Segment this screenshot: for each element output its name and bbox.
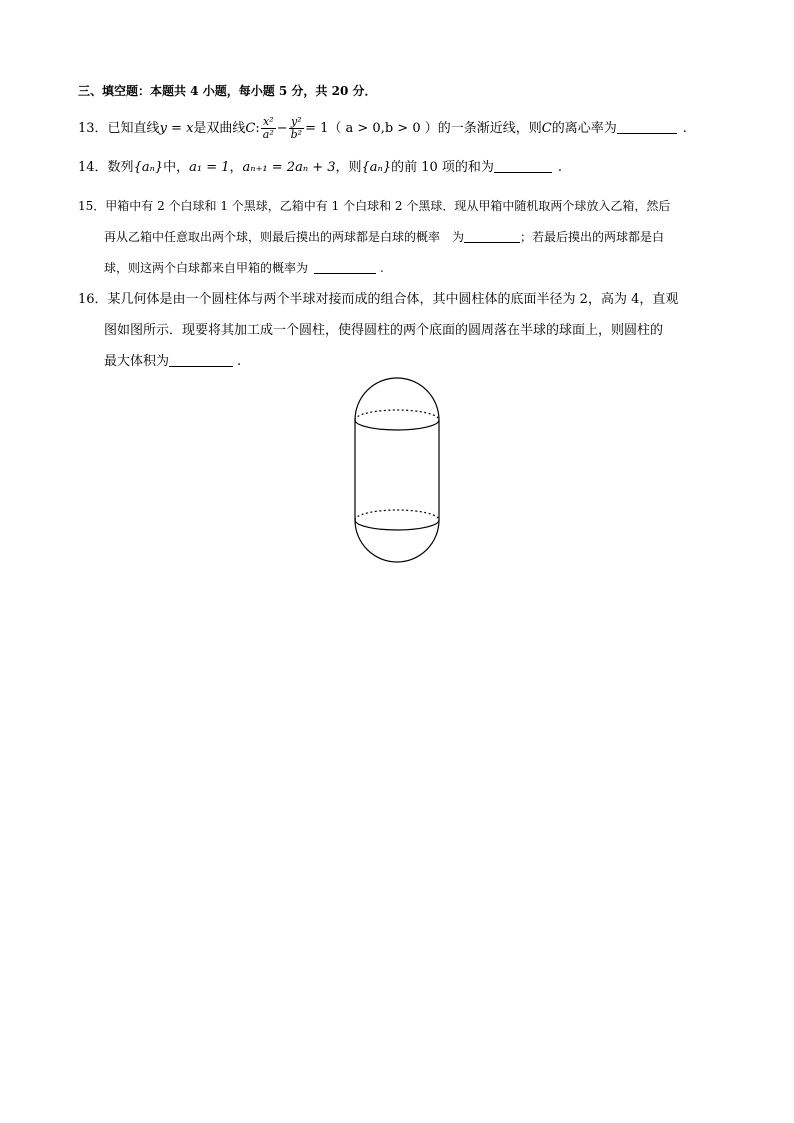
- q14-end: .: [557, 160, 563, 175]
- q13-equals-one: = 1: [305, 121, 329, 136]
- q14-seq-2: {aₙ}: [361, 160, 392, 175]
- section-header: 三、填空题：本题共 4 小题，每小题 5 分，共 20 分．: [78, 84, 377, 98]
- q13-fraction-2: [289, 116, 304, 141]
- q13-frac2-denominator: b²: [290, 128, 303, 141]
- top-ellipse-front: [355, 420, 439, 430]
- q14-recurrence: aₙ₊₁ = 2aₙ + 3: [242, 160, 336, 175]
- q13-text-b: 是双曲线: [193, 121, 246, 136]
- q16-line-2: [104, 322, 663, 340]
- q13-text-a: 已知直线: [107, 121, 160, 136]
- q15-line-3: [104, 259, 384, 277]
- q15-end: .: [380, 261, 384, 275]
- q13-colon: :: [255, 121, 260, 136]
- q16-line2-text: 图如图所示．现要将其加工成一个圆柱，使得圆柱的两个底面的圆周落在半球的球面上，则圆柱的: [104, 323, 664, 338]
- q13-curve-name-2: C: [541, 121, 552, 136]
- q13-condition: （ a > 0,b > 0 ）: [328, 121, 438, 136]
- capsule-figure: [340, 375, 450, 570]
- q16-answer-blank[interactable]: [169, 354, 233, 367]
- q15-answer-blank-2[interactable]: [314, 261, 376, 274]
- q14-number: 14．: [78, 160, 108, 175]
- q13-number: 13．: [78, 121, 108, 136]
- q14-answer-blank[interactable]: [494, 160, 552, 173]
- q16-end: .: [237, 354, 242, 369]
- q13-fraction-1: [261, 116, 276, 141]
- q15-number: 15．: [78, 199, 106, 213]
- q14-text-a: 数列: [107, 160, 134, 175]
- top-ellipse-back: [355, 410, 439, 420]
- q15-line-2: [104, 228, 664, 246]
- q15-line2-text-a: 再从乙箱中任意取出两个球，则最后摸出的两球都是白球的概率 为: [104, 230, 465, 244]
- q15-line2-text-b: ；若最后摸出的两球都是白: [520, 230, 665, 244]
- q15-answer-blank-1[interactable]: [464, 230, 520, 243]
- q13-frac1-denominator: a²: [262, 128, 274, 141]
- top-hemisphere-arc: [355, 378, 439, 420]
- q14-seq: {aₙ}: [133, 160, 164, 175]
- q14-text-c: ，则: [335, 160, 362, 175]
- q13-curve-name: C: [245, 121, 256, 136]
- q13-minus: −: [276, 121, 288, 136]
- q13-text-c: 的一条渐近线，则: [437, 121, 542, 136]
- q14-sep: ，: [229, 160, 243, 175]
- q16-line1-text: 某几何体是由一个圆柱体与两个半球对接而成的组合体，其中圆柱体的底面半径为 2，高为 4，直观: [107, 292, 679, 307]
- bottom-ellipse-front: [355, 520, 439, 530]
- q14-init: a₁ = 1: [189, 160, 230, 175]
- bottom-ellipse-back: [355, 510, 439, 520]
- question-13: [78, 112, 687, 146]
- q15-line-1: [78, 197, 670, 215]
- q15-line3-text-a: 球，则这两个白球都来自甲箱的概率为: [104, 261, 309, 275]
- q16-number: 16．: [78, 292, 108, 307]
- q13-frac2-numerator: y²: [289, 116, 304, 129]
- q13-line-eq: y = x: [159, 121, 194, 136]
- q15-line1-text: 甲箱中有 2 个白球和 1 个黑球，乙箱中有 1 个白球和 2 个黑球．现从甲箱中随机取两个球放入乙箱，然后: [105, 199, 671, 213]
- bottom-hemisphere-arc: [355, 520, 439, 562]
- q13-answer-blank[interactable]: [617, 121, 677, 134]
- q13-end: .: [682, 121, 687, 136]
- q16-line3-text-a: 最大体积为: [104, 354, 170, 369]
- q13-frac1-numerator: x²: [261, 116, 276, 129]
- q16-line-3: [104, 353, 241, 371]
- q13-text-d: 的离心率为: [551, 121, 617, 136]
- q16-line-1: [78, 291, 678, 309]
- q14-text-d: 的前 10 项的和为: [391, 160, 494, 175]
- q14-text-b: 中，: [163, 160, 190, 175]
- question-14: [78, 159, 562, 177]
